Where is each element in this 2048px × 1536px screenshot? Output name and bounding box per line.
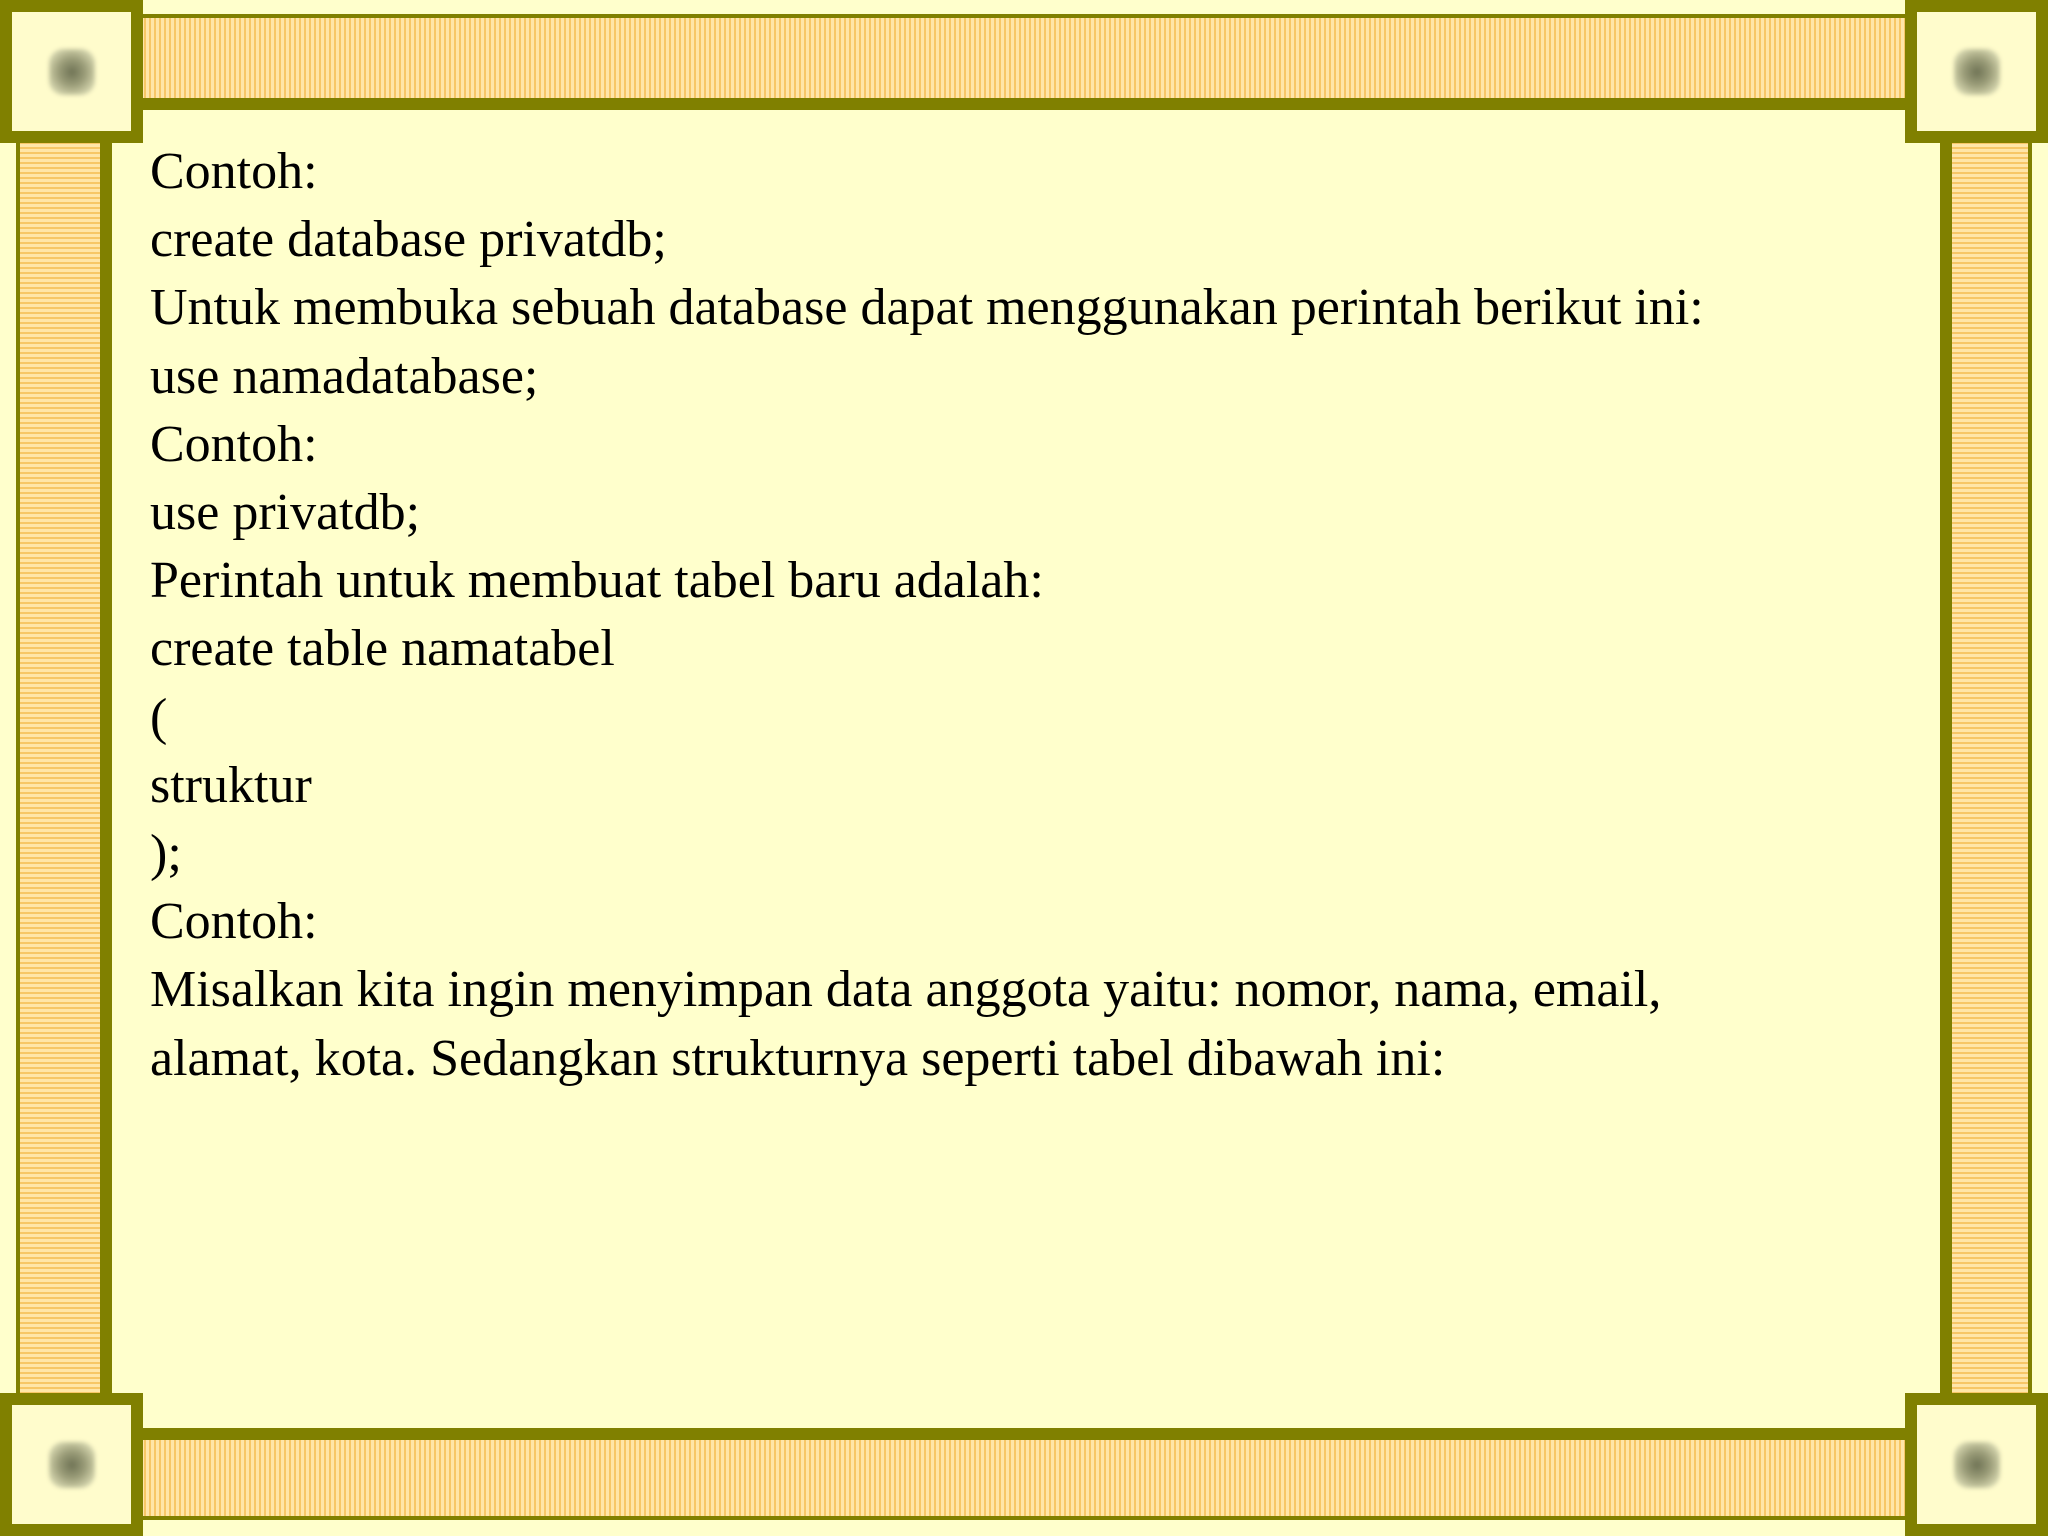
slide-body xyxy=(150,138,1910,1093)
corner-knob-icon xyxy=(1954,49,2000,95)
text-line: struktur xyxy=(150,756,312,814)
corner-knob-icon xyxy=(1954,1442,2000,1488)
text-line: alamat, kota. Sedangkan strukturnya seperti tabel dibawah ini: xyxy=(150,1029,1446,1087)
text-line: use privatdb; xyxy=(150,484,421,542)
text-line: Untuk membuka sebuah database dapat menggunakan perintah berikut ini: xyxy=(150,279,1704,337)
frame-bottom-bar xyxy=(130,1428,1928,1520)
text-line: create table namatabel xyxy=(150,620,615,678)
text-line: use namadatabase; xyxy=(150,347,539,405)
text-line: ( xyxy=(150,688,168,746)
text-line: Contoh: xyxy=(150,143,318,200)
text-line: Misalkan kita ingin menyimpan data anggota yaitu: nomor, nama, email, xyxy=(150,961,1662,1019)
text-line: create database privatdb; xyxy=(150,211,667,269)
frame-corner-top-left xyxy=(0,0,143,143)
frame-corner-top-right xyxy=(1905,0,2048,143)
text-line: Contoh: xyxy=(150,415,318,473)
frame-left-bar xyxy=(16,130,112,1428)
corner-knob-icon xyxy=(49,1442,95,1488)
text-line: Perintah untuk membuat tabel baru adalah: xyxy=(150,552,1044,610)
frame-corner-bottom-left xyxy=(0,1393,143,1536)
frame-right-bar xyxy=(1940,130,2032,1428)
text-line: ); xyxy=(150,825,182,883)
frame-top-bar xyxy=(130,14,1928,110)
text-line: Contoh: xyxy=(150,893,318,951)
frame-corner-bottom-right xyxy=(1905,1393,2048,1536)
corner-knob-icon xyxy=(49,49,95,95)
